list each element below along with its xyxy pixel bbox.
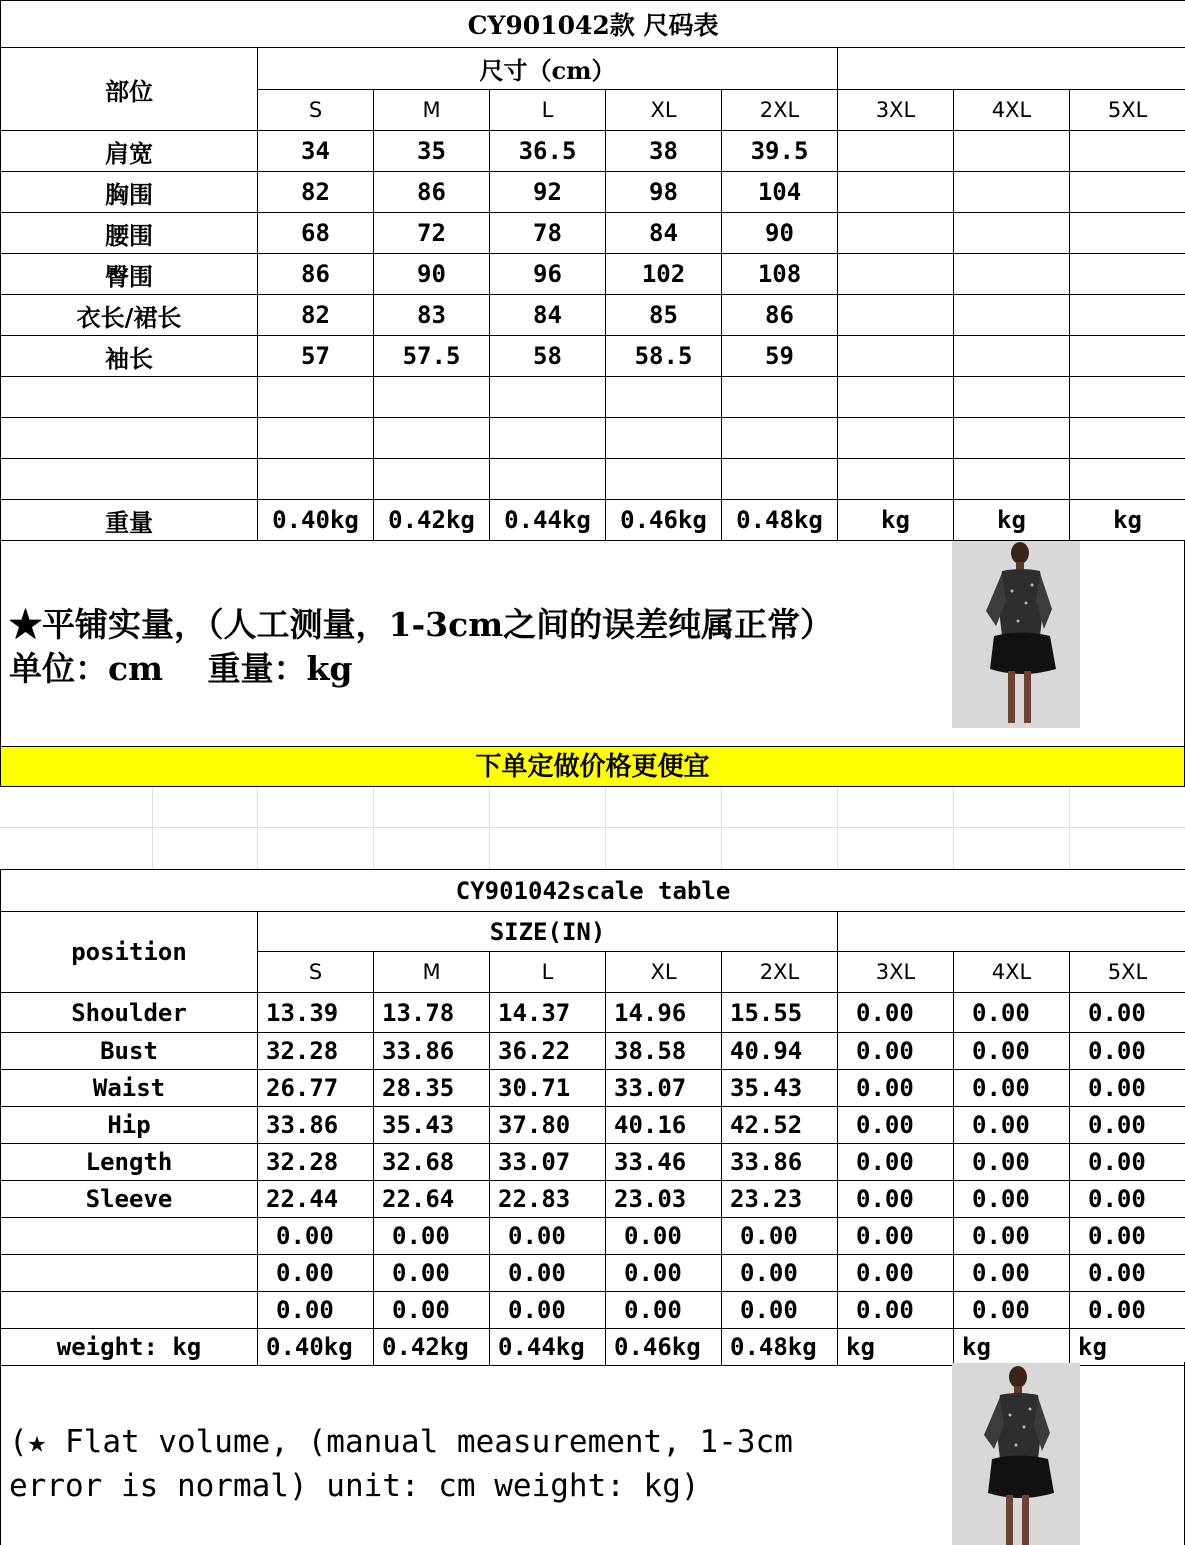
measurement-cell (722, 459, 838, 500)
measurement-cell (838, 459, 954, 500)
measurement-cell: 0.00 (954, 1292, 1070, 1329)
measurement-cell (1070, 418, 1185, 459)
size-header: 3XL (838, 90, 954, 131)
empty-cell (954, 912, 1070, 952)
measurement-cell (258, 459, 374, 500)
measurement-cell: 0.00 (1070, 1218, 1185, 1255)
measurement-cell (1070, 295, 1185, 336)
measurement-cell: 0.00 (722, 1255, 838, 1292)
empty-cell (1070, 912, 1185, 952)
measurement-cell: 86 (722, 295, 838, 336)
measurement-cell (838, 172, 954, 213)
weight-cell: kg (1070, 1329, 1185, 1366)
measurement-cell: 83 (374, 295, 490, 336)
measurement-cell: 0.00 (1070, 1107, 1185, 1144)
measurement-cell (1070, 336, 1185, 377)
measurement-cell (1070, 213, 1185, 254)
measurement-cell: 0.00 (954, 1033, 1070, 1070)
measurement-cell: 58.5 (606, 336, 722, 377)
product-photo-2 (952, 1363, 1080, 1545)
weight-cell: 0.48kg (722, 1329, 838, 1366)
measurement-cell: 32.28 (258, 1033, 374, 1070)
measurement-cell: 0.00 (838, 1033, 954, 1070)
weight-cell: 0.44kg (490, 500, 606, 541)
measurement-cell: 98 (606, 172, 722, 213)
table-row (1, 1218, 1185, 1255)
measurement-cell (722, 418, 838, 459)
table-row (1, 295, 1185, 336)
row-label (1, 418, 258, 459)
row-label (1, 459, 258, 500)
empty-cell (838, 48, 954, 90)
measurement-cell: 85 (606, 295, 722, 336)
measurement-cell: 0.00 (1070, 993, 1185, 1033)
measurement-cell: 0.00 (838, 1144, 954, 1181)
measurement-cell: 34 (258, 131, 374, 172)
measurement-cell: 33.86 (258, 1107, 374, 1144)
row-label: 袖长 (1, 336, 258, 377)
measurement-cell: 15.55 (722, 993, 838, 1033)
en-size-table (0, 869, 1185, 1366)
weight-cell: 0.46kg (606, 500, 722, 541)
en-unit-header: SIZE(IN) (258, 912, 838, 952)
row-label: 腰围 (1, 213, 258, 254)
measurement-cell: 0.00 (954, 1218, 1070, 1255)
size-header: S (258, 90, 374, 131)
measurement-cell: 0.00 (1070, 1292, 1185, 1329)
measurement-cell: 0.00 (258, 1255, 374, 1292)
measurement-cell: 72 (374, 213, 490, 254)
measurement-cell (954, 254, 1070, 295)
empty-cell (954, 48, 1070, 90)
measurement-cell: 37.80 (490, 1107, 606, 1144)
measurement-cell: 82 (258, 172, 374, 213)
measurement-cell: 58 (490, 336, 606, 377)
row-label: Waist (1, 1070, 258, 1107)
measurement-cell: 0.00 (1070, 1255, 1185, 1292)
measurement-cell: 92 (490, 172, 606, 213)
size-header: S (258, 952, 374, 993)
measurement-cell: 40.94 (722, 1033, 838, 1070)
measurement-cell: 0.00 (954, 1181, 1070, 1218)
row-label: Shoulder (1, 993, 258, 1033)
measurement-cell (954, 418, 1070, 459)
cn-position-header: 部位 (1, 48, 258, 131)
weight-cell: kg (954, 500, 1070, 541)
measurement-cell: 0.00 (954, 993, 1070, 1033)
measurement-cell (954, 459, 1070, 500)
measurement-cell: 35.43 (722, 1070, 838, 1107)
measurement-cell (1070, 254, 1185, 295)
measurement-cell (258, 418, 374, 459)
row-label: Sleeve (1, 1181, 258, 1218)
measurement-cell: 0.00 (258, 1218, 374, 1255)
measurement-cell: 14.96 (606, 993, 722, 1033)
size-header: 4XL (954, 90, 1070, 131)
table-row (1, 172, 1185, 213)
weight-cell: kg (954, 1329, 1070, 1366)
table-row (1, 1070, 1185, 1107)
empty-cell (1070, 48, 1185, 90)
weight-cell: 0.44kg (490, 1329, 606, 1366)
row-label (1, 377, 258, 418)
measurement-cell: 32.68 (374, 1144, 490, 1181)
measurement-cell (838, 254, 954, 295)
measurement-cell (838, 377, 954, 418)
measurement-cell (258, 377, 374, 418)
row-label (1, 1292, 258, 1329)
cn-size-table (0, 0, 1185, 541)
measurement-cell: 38.58 (606, 1033, 722, 1070)
measurement-cell: 0.00 (606, 1218, 722, 1255)
table-row (1, 377, 1185, 418)
table-row (1, 254, 1185, 295)
measurement-cell: 0.00 (722, 1218, 838, 1255)
table-row (1, 993, 1185, 1033)
measurement-cell: 0.00 (490, 1255, 606, 1292)
measurement-cell (606, 418, 722, 459)
measurement-cell: 59 (722, 336, 838, 377)
measurement-cell: 0.00 (606, 1292, 722, 1329)
weight-cell: 0.40kg (258, 1329, 374, 1366)
size-header: M (374, 90, 490, 131)
measurement-cell: 104 (722, 172, 838, 213)
size-header: XL (606, 90, 722, 131)
size-header: L (490, 90, 606, 131)
measurement-cell (954, 295, 1070, 336)
size-header: M (374, 952, 490, 993)
measurement-cell (374, 418, 490, 459)
weight-cell: kg (838, 1329, 954, 1366)
en-table-title: CY901042scale table (1, 870, 1185, 912)
table-row (1, 1107, 1185, 1144)
measurement-cell: 0.00 (954, 1107, 1070, 1144)
measurement-cell (1070, 459, 1185, 500)
empty-cell (838, 912, 954, 952)
measurement-cell: 0.00 (838, 1255, 954, 1292)
measurement-cell: 90 (722, 213, 838, 254)
measurement-cell (606, 459, 722, 500)
measurement-cell: 0.00 (374, 1255, 490, 1292)
size-header: 3XL (838, 952, 954, 993)
measurement-cell: 33.86 (374, 1033, 490, 1070)
row-label: 臀围 (1, 254, 258, 295)
measurement-cell (838, 131, 954, 172)
measurement-cell: 40.16 (606, 1107, 722, 1144)
measurement-cell: 39.5 (722, 131, 838, 172)
size-header: 5XL (1070, 952, 1185, 993)
measurement-cell: 42.52 (722, 1107, 838, 1144)
cn-unit-header: 尺寸（cm） (258, 48, 838, 90)
table-row (1, 1144, 1185, 1181)
weight-cell: kg (1070, 500, 1185, 541)
measurement-cell (838, 336, 954, 377)
measurement-cell: 102 (606, 254, 722, 295)
measurement-cell (954, 336, 1070, 377)
measurement-cell: 26.77 (258, 1070, 374, 1107)
measurement-cell: 13.39 (258, 993, 374, 1033)
measurement-cell (1070, 377, 1185, 418)
weight-row (1, 500, 1185, 541)
measurement-cell: 36.5 (490, 131, 606, 172)
weight-cell: 0.42kg (374, 500, 490, 541)
measurement-cell: 14.37 (490, 993, 606, 1033)
measurement-cell: 38 (606, 131, 722, 172)
row-label: 衣长/裙长 (1, 295, 258, 336)
row-label (1, 1218, 258, 1255)
measurement-cell (954, 377, 1070, 418)
table-row (1, 213, 1185, 254)
measurement-cell: 22.83 (490, 1181, 606, 1218)
measurement-cell: 57.5 (374, 336, 490, 377)
measurement-cell: 0.00 (722, 1292, 838, 1329)
measurement-cell: 86 (374, 172, 490, 213)
measurement-cell: 84 (490, 295, 606, 336)
measurement-cell (838, 295, 954, 336)
measurement-cell: 0.00 (1070, 1181, 1185, 1218)
weight-cell: 0.46kg (606, 1329, 722, 1366)
measurement-cell: 0.00 (1070, 1033, 1185, 1070)
measurement-cell: 35 (374, 131, 490, 172)
measurement-cell (722, 377, 838, 418)
measurement-cell: 0.00 (1070, 1144, 1185, 1181)
measurement-cell: 78 (490, 213, 606, 254)
weight-cell: 0.40kg (258, 500, 374, 541)
table-row (1, 459, 1185, 500)
measurement-cell: 0.00 (954, 1070, 1070, 1107)
cn-note-line2: 单位：cm 重量：kg (9, 649, 353, 688)
weight-cell: kg (838, 500, 954, 541)
en-position-header: position (1, 912, 258, 993)
en-note-line1: (★ Flat volume, (manual measurement, 1-3cm (9, 1424, 793, 1460)
measurement-cell: 0.00 (606, 1255, 722, 1292)
en-note-line2: error is normal) unit: cm weight: kg) (9, 1468, 700, 1504)
row-label: Hip (1, 1107, 258, 1144)
measurement-cell: 30.71 (490, 1070, 606, 1107)
table-row (1, 1292, 1185, 1329)
measurement-cell: 13.78 (374, 993, 490, 1033)
cn-table-title: CY901042款 尺码表 (1, 1, 1185, 48)
measurement-cell (1070, 172, 1185, 213)
size-header: XL (606, 952, 722, 993)
size-header: L (490, 952, 606, 993)
size-header: 4XL (954, 952, 1070, 993)
measurement-cell: 0.00 (490, 1218, 606, 1255)
measurement-cell: 0.00 (838, 1070, 954, 1107)
cn-note-line1: ★平铺实量，（人工测量，1-3cm之间的误差纯属正常） (9, 605, 834, 644)
measurement-cell: 0.00 (374, 1218, 490, 1255)
measurement-cell: 0.00 (838, 1181, 954, 1218)
measurement-cell: 0.00 (838, 1292, 954, 1329)
size-header: 2XL (722, 952, 838, 993)
measurement-cell (490, 377, 606, 418)
dress-model-image (952, 541, 1080, 728)
table-row (1, 336, 1185, 377)
measurement-cell: 84 (606, 213, 722, 254)
table-row (1, 1255, 1185, 1292)
measurement-cell: 23.03 (606, 1181, 722, 1218)
measurement-cell (606, 377, 722, 418)
measurement-cell: 108 (722, 254, 838, 295)
measurement-cell (490, 418, 606, 459)
measurement-cell (374, 459, 490, 500)
measurement-cell: 0.00 (1070, 1070, 1185, 1107)
row-label: Bust (1, 1033, 258, 1070)
measurement-cell: 68 (258, 213, 374, 254)
measurement-cell: 22.44 (258, 1181, 374, 1218)
row-label: Length (1, 1144, 258, 1181)
measurement-cell: 33.46 (606, 1144, 722, 1181)
measurement-cell: 0.00 (838, 993, 954, 1033)
product-photo (952, 541, 1080, 728)
measurement-cell: 0.00 (954, 1255, 1070, 1292)
discount-banner: 下单定做价格更便宜 (0, 746, 1185, 787)
measurement-cell: 0.00 (490, 1292, 606, 1329)
measurement-cell: 82 (258, 295, 374, 336)
table-row (1, 1181, 1185, 1218)
measurement-cell (954, 131, 1070, 172)
measurement-cell: 57 (258, 336, 374, 377)
measurement-cell: 33.07 (490, 1144, 606, 1181)
measurement-cell: 90 (374, 254, 490, 295)
spreadsheet-gap (0, 787, 1185, 869)
row-label: 肩宽 (1, 131, 258, 172)
measurement-cell: 0.00 (374, 1292, 490, 1329)
measurement-cell (954, 213, 1070, 254)
measurement-cell (490, 459, 606, 500)
measurement-cell (1070, 131, 1185, 172)
size-header: 5XL (1070, 90, 1185, 131)
weight-label: weight: kg (1, 1329, 258, 1366)
weight-cell: 0.48kg (722, 500, 838, 541)
measurement-cell (954, 172, 1070, 213)
measurement-cell: 86 (258, 254, 374, 295)
measurement-cell: 33.86 (722, 1144, 838, 1181)
weight-label: 重量 (1, 500, 258, 541)
measurement-cell: 0.00 (258, 1292, 374, 1329)
measurement-cell (838, 213, 954, 254)
table-row (1, 418, 1185, 459)
measurement-cell: 22.64 (374, 1181, 490, 1218)
table-row (1, 1033, 1185, 1070)
measurement-cell: 0.00 (954, 1144, 1070, 1181)
size-header: 2XL (722, 90, 838, 131)
row-label: 胸围 (1, 172, 258, 213)
measurement-cell: 33.07 (606, 1070, 722, 1107)
measurement-cell: 32.28 (258, 1144, 374, 1181)
measurement-cell (374, 377, 490, 418)
measurement-cell: 23.23 (722, 1181, 838, 1218)
table-row (1, 131, 1185, 172)
measurement-cell (838, 418, 954, 459)
dress-model-image (952, 1363, 1080, 1545)
weight-row (1, 1329, 1185, 1366)
weight-cell: 0.42kg (374, 1329, 490, 1366)
measurement-cell: 96 (490, 254, 606, 295)
measurement-cell: 28.35 (374, 1070, 490, 1107)
measurement-cell: 36.22 (490, 1033, 606, 1070)
row-label (1, 1255, 258, 1292)
measurement-cell: 0.00 (838, 1107, 954, 1144)
measurement-cell: 0.00 (838, 1218, 954, 1255)
measurement-cell: 35.43 (374, 1107, 490, 1144)
